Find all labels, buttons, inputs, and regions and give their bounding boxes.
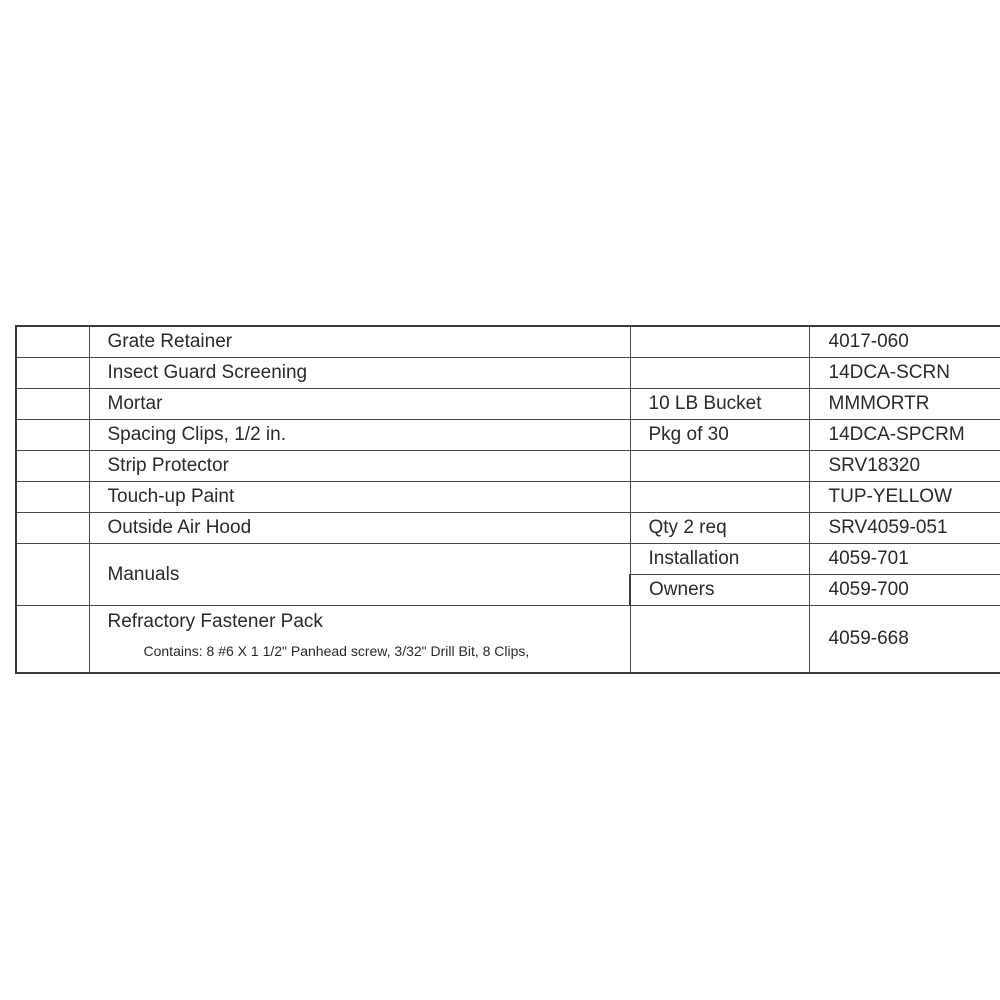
part-description: Insect Guard Screening [89,358,630,389]
part-number: SRV4059-051 [809,513,1000,544]
part-description: Touch-up Paint [89,482,630,513]
table-row [16,420,1000,451]
row-blank-cell [16,482,89,513]
part-description: Strip Protector [89,451,630,482]
manual-installation-label: Installation [630,544,809,575]
part-description: Grate Retainer [89,326,630,358]
table-row [16,326,1000,358]
row-blank-cell [16,389,89,420]
part-number: SRV18320 [809,451,1000,482]
fastener-description: Refractory Fastener Pack [107,611,323,632]
part-quantity: Pkg of 30 [630,420,809,451]
part-quantity [630,358,809,389]
part-description: Mortar [89,389,630,420]
row-blank-cell [16,326,89,358]
parts-table [15,325,1000,674]
row-blank-cell [16,544,89,606]
table-row [16,482,1000,513]
fastener-part-number: 4059-668 [809,606,1000,674]
table-row [16,389,1000,420]
part-number: 4017-060 [809,326,1000,358]
row-blank-cell [16,513,89,544]
table-row-manuals-installation [16,544,1000,575]
part-quantity [630,482,809,513]
part-number: 14DCA-SPCRM [809,420,1000,451]
fastener-description-cell [89,606,630,674]
part-quantity: 10 LB Bucket [630,389,809,420]
part-quantity [630,451,809,482]
row-blank-cell [16,420,89,451]
row-blank-cell [16,606,89,674]
table-row [16,358,1000,389]
manual-owners-part-number: 4059-700 [809,575,1000,606]
row-blank-cell [16,358,89,389]
part-description: Spacing Clips, 1/2 in. [89,420,630,451]
part-quantity [630,606,809,674]
table-row [16,451,1000,482]
table-row [16,513,1000,544]
part-description: Outside Air Hood [89,513,630,544]
part-number: 14DCA-SCRN [809,358,1000,389]
manual-owners-label: Owners [630,575,809,606]
fastener-contents: Contains: 8 #6 X 1 1/2" Panhead screw, 3/32" Drill Bit, 8 Clips, [143,643,530,659]
part-quantity [630,326,809,358]
row-blank-cell [16,451,89,482]
manual-installation-part-number: 4059-701 [809,544,1000,575]
part-number: MMMORTR [809,389,1000,420]
part-number: TUP-YELLOW [809,482,1000,513]
table-row-fastener-pack [16,606,1000,674]
manuals-description: Manuals [89,544,630,606]
part-quantity: Qty 2 req [630,513,809,544]
